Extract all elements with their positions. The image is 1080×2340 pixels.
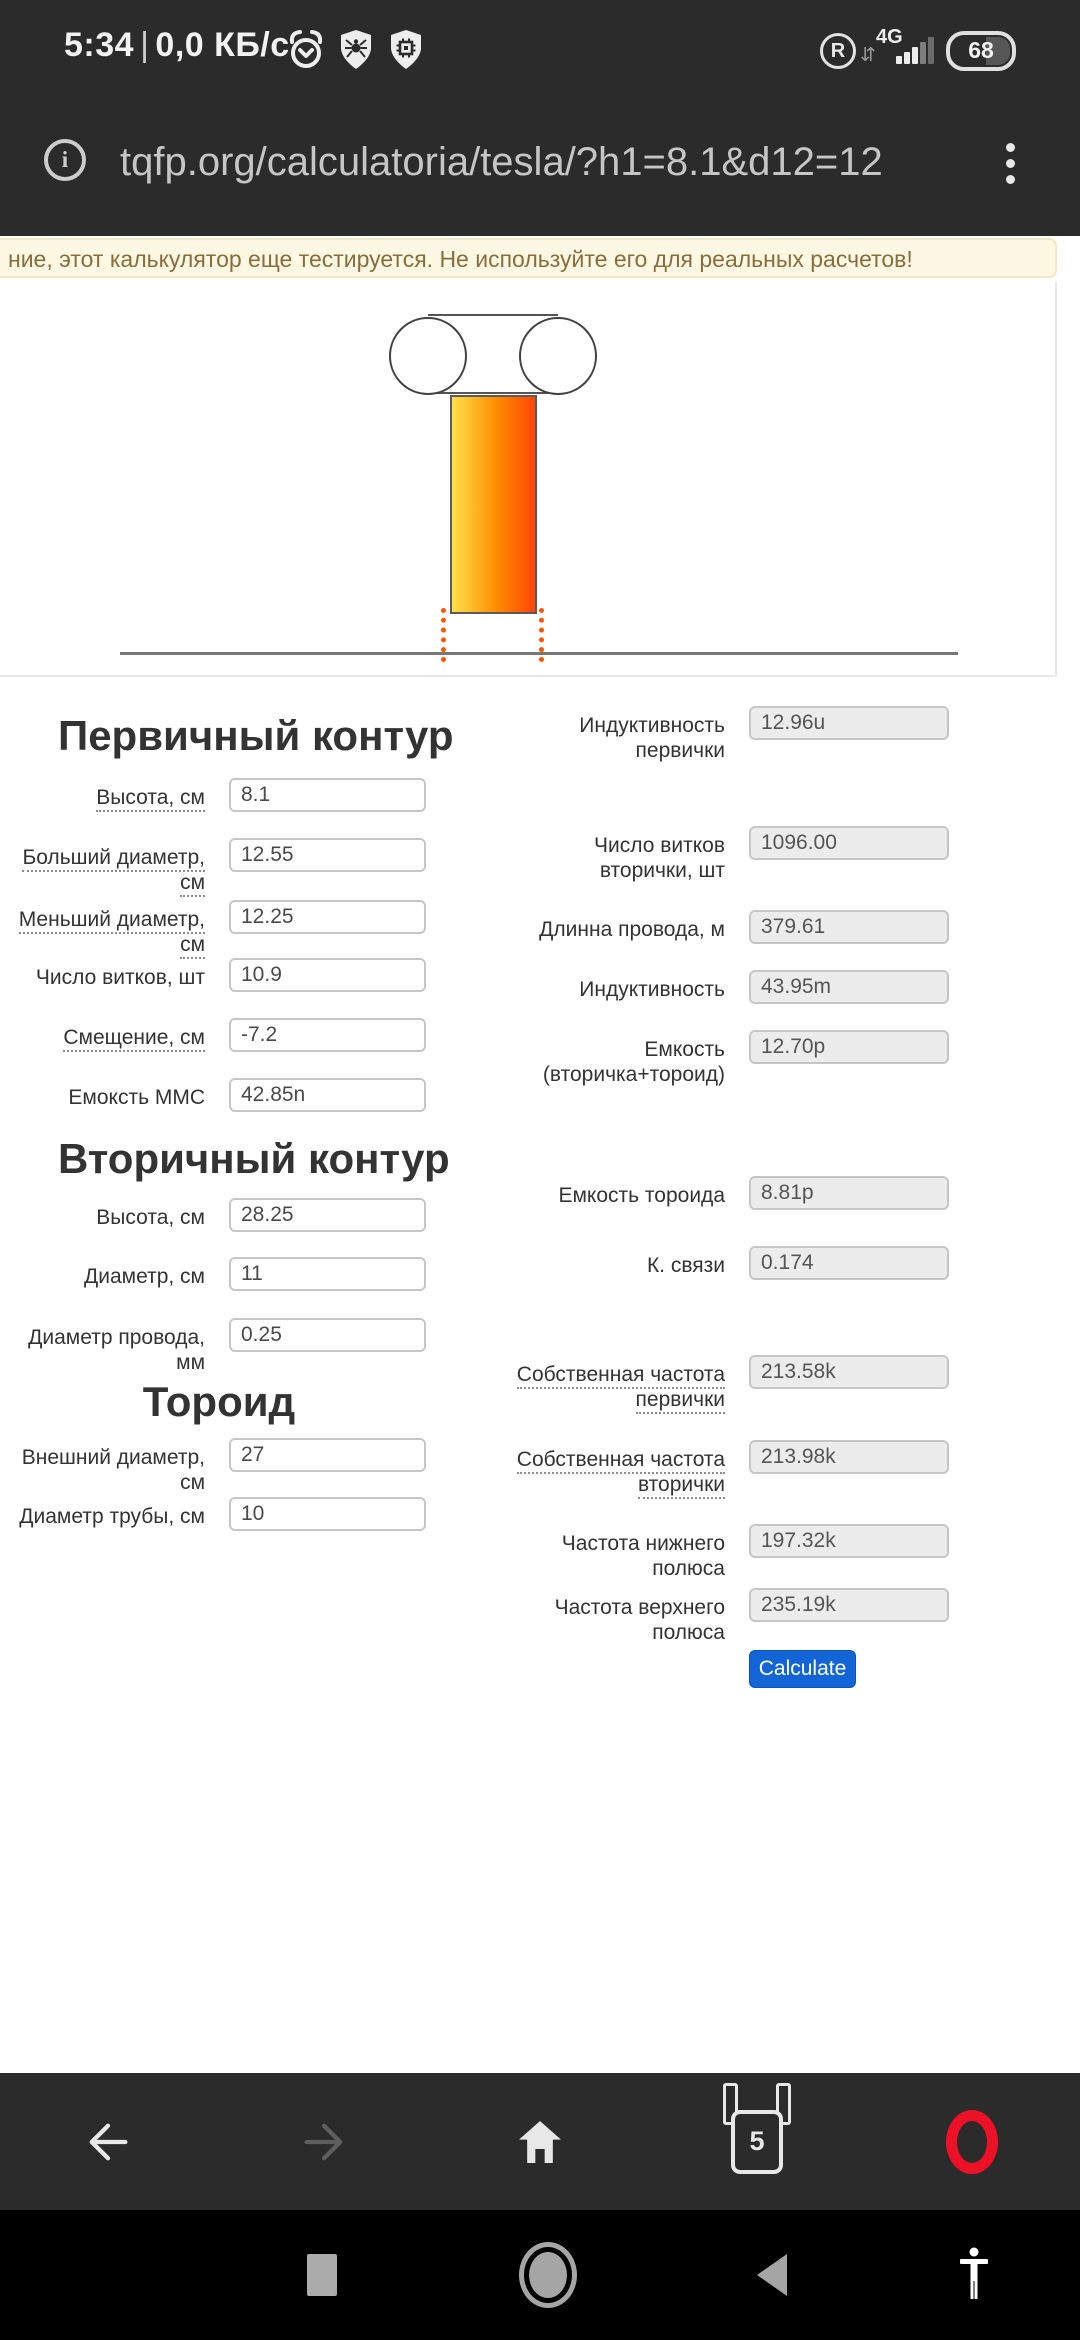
secondary-diameter-input[interactable] bbox=[229, 1257, 426, 1291]
secondary-turns-output bbox=[749, 826, 949, 860]
primary-mmc-capacitance-label: Емоксть ММС bbox=[68, 1086, 205, 1109]
primary-mmc-capacitance-input[interactable] bbox=[229, 1078, 426, 1112]
divider: | bbox=[140, 26, 150, 64]
forward-button[interactable] bbox=[264, 2073, 384, 2210]
network-type-label: 4G bbox=[876, 26, 903, 48]
page-info-icon[interactable]: i bbox=[44, 139, 86, 181]
secondary-inductance-output bbox=[749, 970, 949, 1004]
primary-inner-diameter-label: Меньший диаметр, см bbox=[0, 907, 205, 957]
secondary-diameter-label: Диаметр, см bbox=[84, 1265, 205, 1288]
primary-inner-diameter-input[interactable] bbox=[229, 900, 426, 934]
browser-bottom-bar bbox=[0, 2073, 1080, 2210]
home-circle-icon bbox=[519, 2242, 577, 2308]
toroid-capacitance-label: Емкость тороида bbox=[558, 1184, 725, 1207]
opera-logo-icon bbox=[946, 2110, 998, 2174]
toroid-outer-diameter-input[interactable] bbox=[229, 1438, 426, 1472]
lower-pole-freq-output bbox=[749, 1524, 949, 1558]
antivirus-shield-spider-icon bbox=[338, 28, 374, 72]
status-time bbox=[64, 26, 290, 65]
primary-turns-label: Число витков, шт bbox=[35, 966, 205, 989]
toroid-section-title: Тороид bbox=[142, 1378, 296, 1425]
primary-inductance-label: Индуктивность первички bbox=[579, 714, 725, 762]
back-arrow-icon bbox=[82, 2116, 134, 2168]
toroid-bottom-line bbox=[428, 392, 558, 394]
wire-length-label: Длинна провода, м bbox=[539, 918, 725, 941]
top-chrome bbox=[0, 0, 1080, 236]
primary-inductance-output bbox=[749, 706, 949, 740]
clock-text: 5:34 bbox=[64, 26, 135, 64]
tabs-button[interactable] bbox=[697, 2073, 817, 2210]
battery-percent: 68 bbox=[968, 37, 994, 63]
lower-pole-freq-label: Частота нижнего полюса bbox=[561, 1532, 725, 1580]
primary-offset-label: Смещение, см bbox=[0, 1025, 205, 1050]
primary-outer-diameter-label: Больший диаметр, см bbox=[0, 845, 205, 895]
secondary-resonant-freq-output bbox=[749, 1440, 949, 1474]
forward-arrow-icon bbox=[298, 2116, 350, 2168]
primary-turns-input[interactable] bbox=[229, 958, 426, 992]
coupling-coefficient-label: К. связи bbox=[646, 1254, 725, 1277]
secondary-wire-diameter-label: Диаметр провода, мм bbox=[28, 1326, 205, 1374]
secondary-height-input[interactable] bbox=[229, 1198, 426, 1232]
primary-section-title: Первичный контур bbox=[58, 712, 454, 759]
recents-button[interactable] bbox=[262, 2210, 382, 2340]
home-icon bbox=[512, 2114, 568, 2170]
accessibility-button[interactable] bbox=[914, 2210, 1034, 2340]
coupling-coefficient-output bbox=[749, 1246, 949, 1280]
recents-square-icon bbox=[307, 2254, 337, 2296]
secondary-toroid-capacitance-label: Емкость (вторичка+тороид) bbox=[542, 1038, 725, 1086]
secondary-coil-shape bbox=[450, 395, 537, 614]
back-button[interactable] bbox=[48, 2073, 168, 2210]
toroid-tube-diameter-input[interactable] bbox=[229, 1497, 426, 1531]
secondary-section-title: Вторичный контур bbox=[58, 1135, 450, 1182]
net-speed-text: 0,0 КБ/с bbox=[155, 26, 290, 64]
secondary-turns-label: Число витков вторички, шт bbox=[594, 834, 725, 882]
data-arrows-icon: ⇵ bbox=[860, 45, 876, 66]
signal-bars-icon bbox=[896, 36, 944, 64]
primary-height-input[interactable] bbox=[229, 778, 426, 812]
primary-outer-diameter-input[interactable] bbox=[229, 838, 426, 872]
secondary-height-label: Высота, см bbox=[96, 1206, 205, 1229]
android-nav-bar bbox=[0, 2210, 1080, 2340]
upper-pole-freq-output bbox=[749, 1588, 949, 1622]
security-shield-chip-icon bbox=[388, 28, 424, 72]
roaming-icon: R bbox=[820, 33, 856, 69]
primary-offset-input[interactable] bbox=[229, 1018, 426, 1052]
browser-menu-icon[interactable] bbox=[1006, 136, 1016, 191]
primary-resonant-freq-label: Собственная частота первички bbox=[510, 1362, 725, 1412]
primary-coil-left-dots bbox=[441, 608, 446, 662]
toroid-left-circle bbox=[389, 317, 467, 395]
home-nav-button[interactable] bbox=[488, 2210, 608, 2340]
toroid-capacitance-output bbox=[749, 1176, 949, 1210]
url-bar[interactable]: tqfp.org/calculatoria/tesla/?h1=8.1&d12=12 bbox=[120, 140, 883, 184]
tab-count-badge: 5 bbox=[731, 2110, 783, 2174]
calculate-button[interactable]: Calculate bbox=[749, 1650, 856, 1688]
battery-icon bbox=[946, 31, 1016, 71]
alarm-clock-icon bbox=[288, 28, 324, 72]
wire-length-output bbox=[749, 910, 949, 944]
upper-pole-freq-label: Частота верхнего полюса bbox=[554, 1596, 725, 1644]
primary-resonant-freq-output bbox=[749, 1355, 949, 1389]
back-nav-button[interactable] bbox=[712, 2210, 832, 2340]
warning-banner: ние, этот калькулятор еще тестируется. Не используйте его для реальных расчетов! bbox=[0, 238, 1057, 278]
primary-height-label: Высота, см bbox=[0, 785, 205, 810]
toroid-tube-diameter-label: Диаметр трубы, см bbox=[19, 1505, 205, 1528]
opera-menu-button[interactable] bbox=[912, 2073, 1032, 2210]
home-button[interactable] bbox=[480, 2073, 600, 2210]
primary-coil-right-dots bbox=[539, 608, 544, 662]
toroid-right-circle bbox=[519, 317, 597, 395]
secondary-wire-diameter-input[interactable] bbox=[229, 1318, 426, 1352]
back-triangle-icon bbox=[757, 2254, 787, 2296]
secondary-resonant-freq-label: Собственная частота вторички bbox=[510, 1447, 725, 1497]
toroid-outer-diameter-label: Внешний диаметр, см bbox=[21, 1446, 205, 1494]
toroid-top-line bbox=[428, 314, 558, 316]
accessibility-person-icon bbox=[957, 2246, 991, 2304]
secondary-toroid-capacitance-output bbox=[749, 1030, 949, 1064]
secondary-inductance-label: Индуктивность bbox=[579, 978, 725, 1001]
